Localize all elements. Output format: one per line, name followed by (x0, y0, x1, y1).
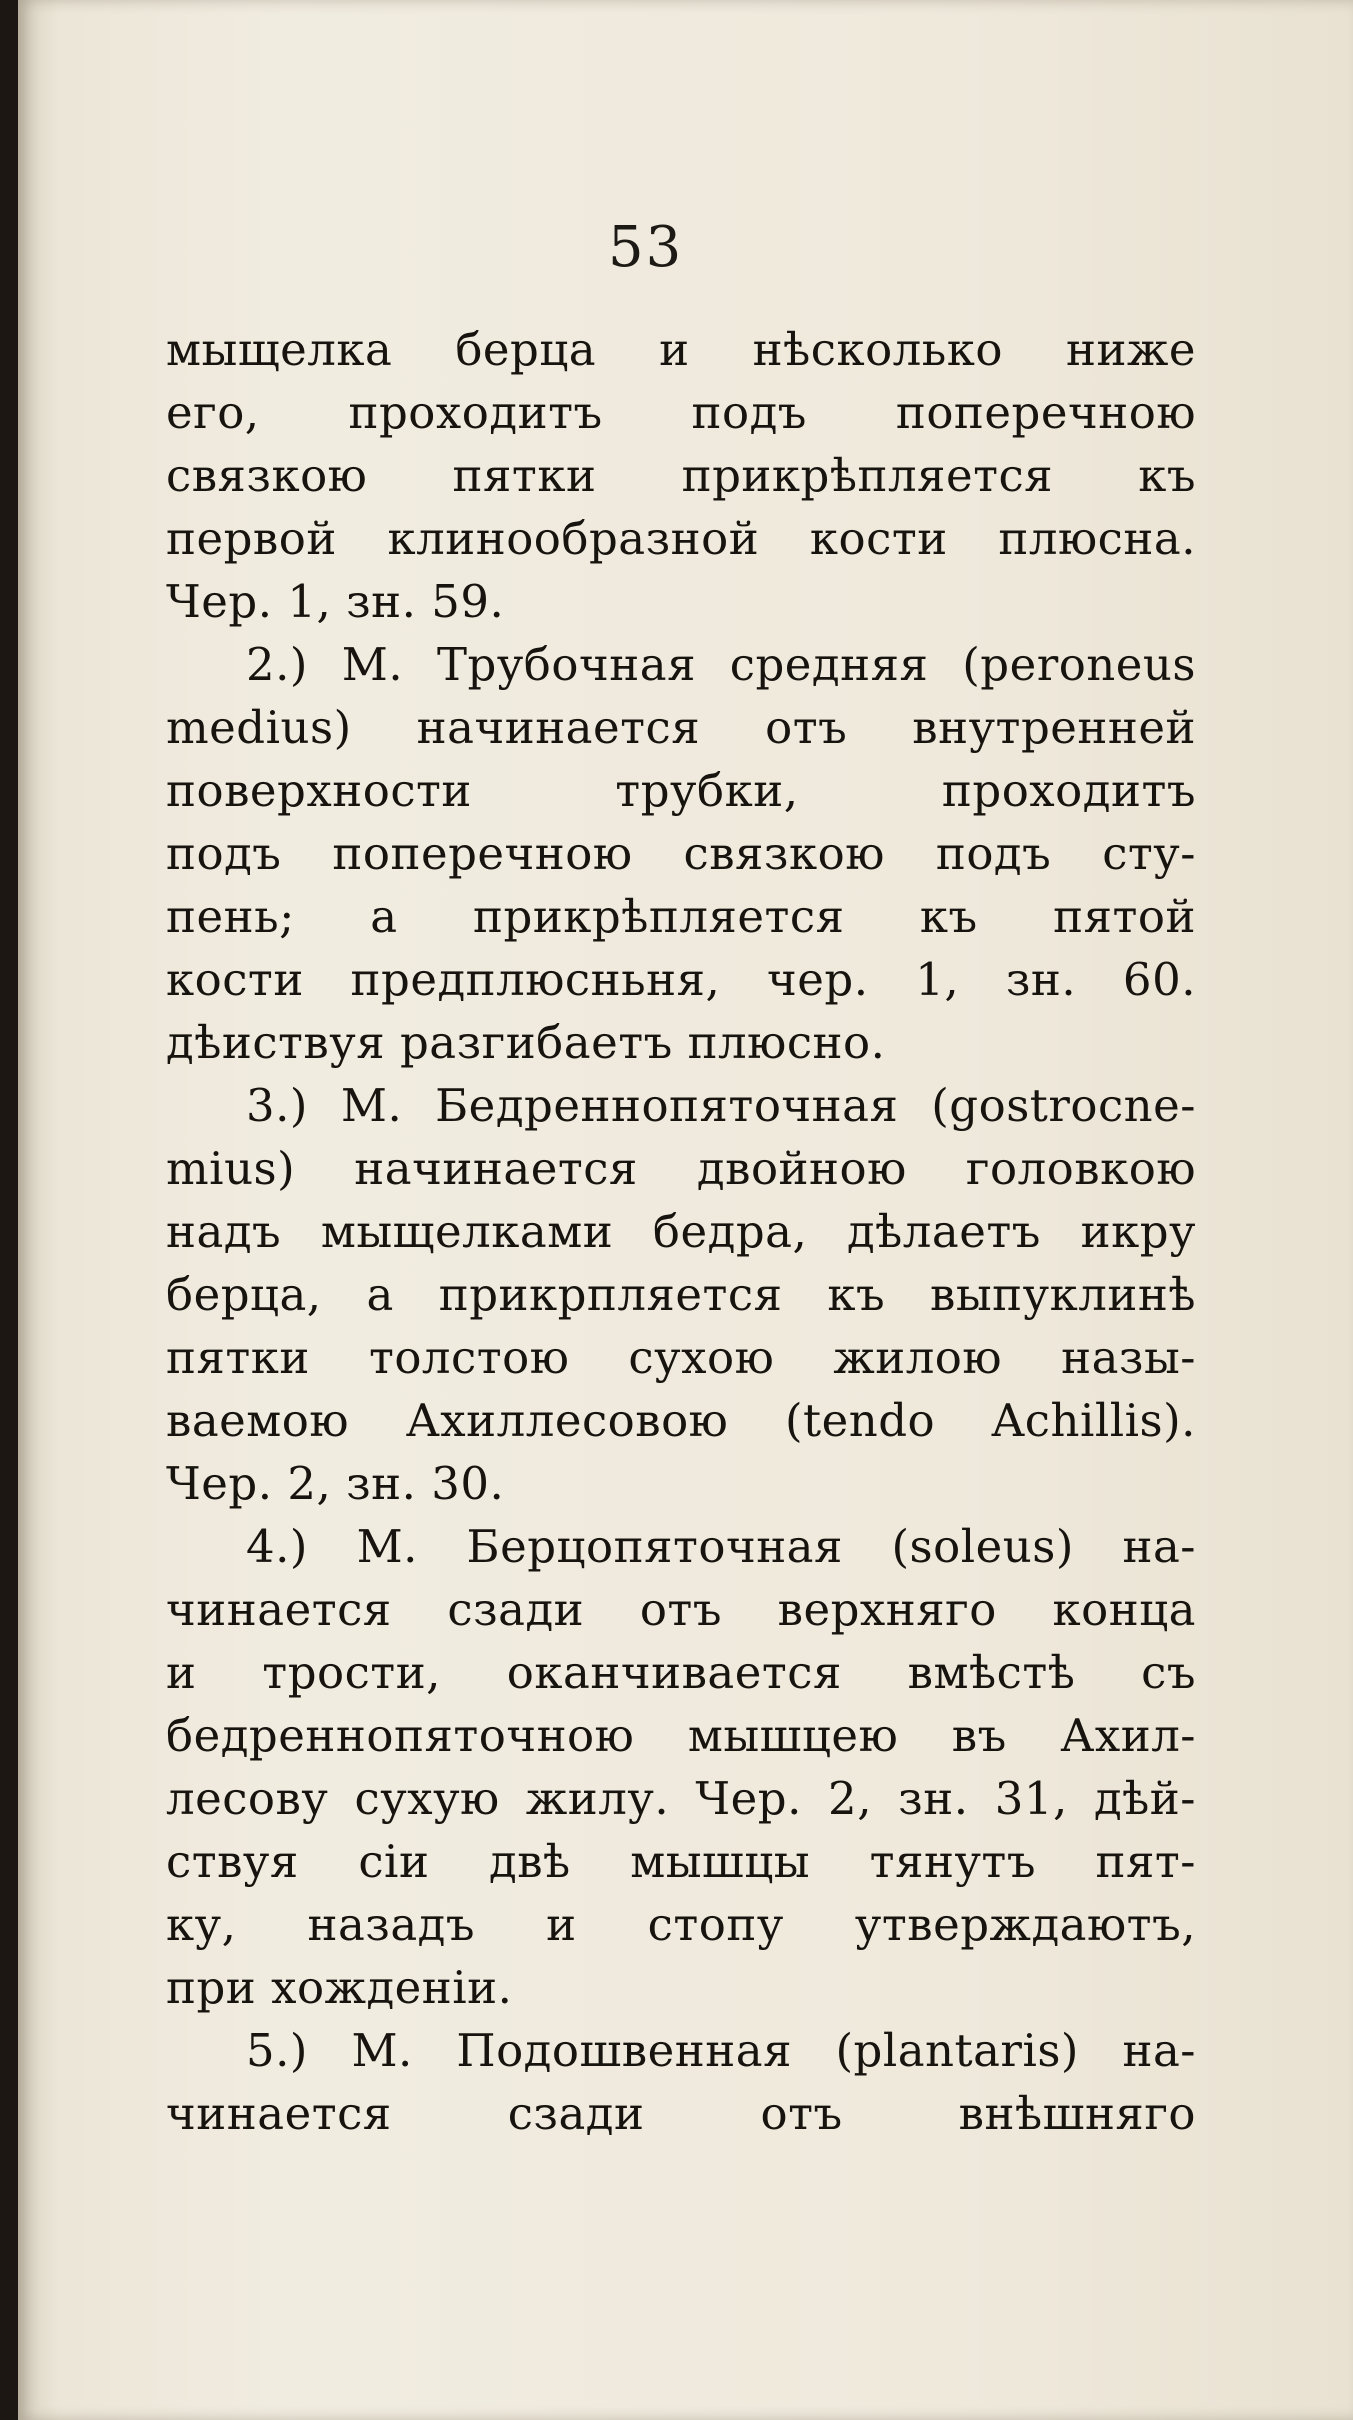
text-line: ствуя сiи двѣ мышцы тянутъ пят- (166, 1835, 1196, 1888)
text-line: medius) начинается отъ внутренней (166, 701, 1196, 754)
text-line: ку, назадъ и стопу утверждаютъ, (166, 1898, 1196, 1951)
text-line: mius) начинается двойною головкою (166, 1142, 1196, 1195)
text-line: пятки толстою сухою жилою назы- (166, 1331, 1196, 1384)
text-line: чинается сзади отъ верхняго конца (166, 1583, 1196, 1636)
text-line: поверхности трубки, проходитъ (166, 764, 1196, 817)
paragraph-start-line: 4.) М. Берцопяточная (soleus) на- (246, 1520, 1196, 1573)
text-line: надъ мыщелками бедра, дѣлаетъ икру (166, 1205, 1196, 1258)
text-line: берца, а прикрпляется къ выпуклинѣ (166, 1268, 1196, 1321)
page-number: 53 (608, 215, 684, 280)
text-line: его, проходитъ подъ поперечною (166, 386, 1196, 439)
text-line: Чер. 2, зн. 30. (166, 1457, 505, 1510)
text-line: чинается сзади отъ внѣшняго (166, 2087, 1196, 2140)
text-line: бедреннопяточною мышцею въ Ахил- (166, 1709, 1196, 1762)
paragraph-start-line: 2.) М. Трубочная средняя (peroneus (246, 638, 1196, 691)
text-line: при хожденiи. (166, 1961, 513, 2014)
text-line: связкою пятки прикрѣпляется къ (166, 449, 1196, 502)
text-line: кости предплюсньня, чер. 1, зн. 60. (166, 953, 1196, 1006)
text-line: подъ поперечною связкою подъ сту- (166, 827, 1196, 880)
text-line: лесову сухую жилу. Чер. 2, зн. 31, дѣй- (166, 1772, 1196, 1825)
text-line: Чер. 1, зн. 59. (166, 575, 505, 628)
paragraph-start-line: 5.) М. Подошвенная (plantaris) на- (246, 2024, 1196, 2077)
text-line: и трости, оканчивается вмѣстѣ съ (166, 1646, 1196, 1699)
text-line: первой клинообразной кости плюсна. (166, 512, 1196, 565)
book-page (18, 0, 1353, 2420)
paragraph-start-line: 3.) М. Бедреннопяточная (gostrocne- (246, 1079, 1196, 1132)
text-line: дѣиствуя разгибаетъ плюсно. (166, 1016, 886, 1069)
text-line: ваемою Ахиллесовою (tendo Achillis). (166, 1394, 1196, 1447)
text-line: мыщелка берца и нѣсколько ниже (166, 323, 1196, 376)
text-line: пень; а прикрѣпляется къ пятой (166, 890, 1196, 943)
body-text (166, 318, 1196, 2145)
